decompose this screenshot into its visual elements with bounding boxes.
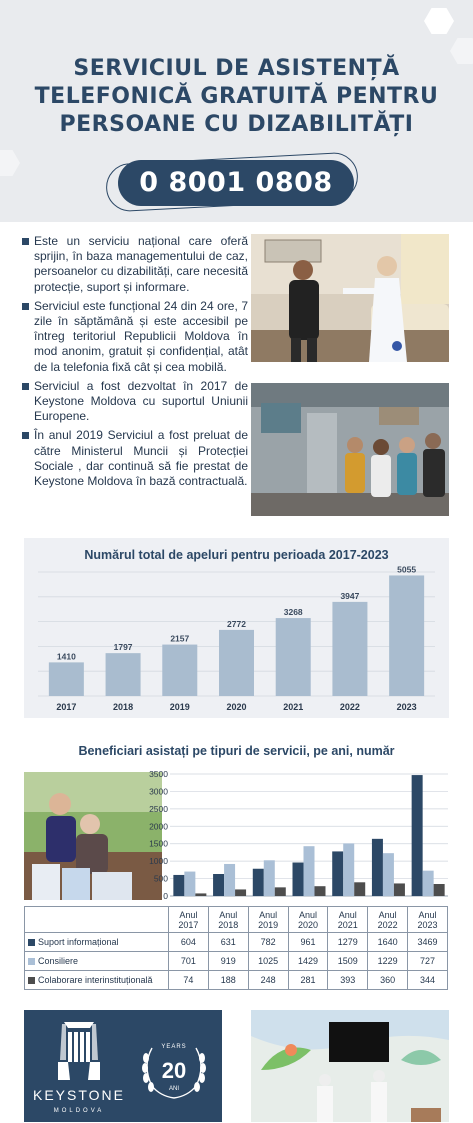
- header-banner: [0, 0, 473, 222]
- logo-text: KEYSTONE: [33, 1087, 125, 1103]
- bullet-text: Serviciul este funcțional 24 din 24 ore, 7 zile în săptămână și este accesibil pe întreg teritoriul Republicii Moldova în mod anonim, gratuit și confidențial, atât de la telefonia fixă cât și cea mobilă.: [34, 298, 248, 374]
- row-label: [25, 933, 169, 952]
- data-label: 5055: [397, 564, 417, 575]
- beneficiaries-bar-chart: [170, 766, 460, 906]
- data-label: 3268: [283, 607, 303, 618]
- table-header-cell: [248, 907, 288, 933]
- table-cell: 727: [408, 952, 448, 971]
- keystone-logo-panel: [24, 1010, 222, 1122]
- bar: [213, 874, 224, 896]
- table-header-cell: [208, 907, 248, 933]
- bullet-square-icon: [22, 238, 29, 245]
- y-tick-label: 0: [163, 891, 168, 901]
- year-header: Anul 2018: [218, 909, 239, 930]
- legend-square-icon: [28, 977, 35, 984]
- legend-square-icon: [28, 958, 35, 965]
- x-tick-label: 2020: [226, 702, 247, 712]
- bar: [423, 871, 434, 896]
- table-header-cell: [328, 907, 368, 933]
- table-header-row: [25, 907, 448, 933]
- year-header: Anul 2021: [337, 909, 358, 930]
- row-label: [25, 952, 169, 971]
- table-header-cell: [288, 907, 328, 933]
- photo-group-visit: [251, 383, 449, 516]
- bullet-square-icon: [22, 303, 29, 310]
- table-header-cell: [408, 907, 448, 933]
- info-bullets: [22, 234, 248, 493]
- bullet-text: Serviciul a fost dezvoltat în 2017 de Keystone Moldova cu suportul Uniunii Europene.: [34, 378, 248, 424]
- table-cell: 782: [248, 933, 288, 952]
- bar: [343, 843, 354, 896]
- bar: [383, 853, 394, 896]
- bar: [389, 575, 424, 696]
- bar: [224, 864, 235, 896]
- x-tick-label: 2019: [169, 702, 190, 712]
- bar: [219, 630, 254, 696]
- logo-subtext: MOLDOVA: [53, 1108, 105, 1114]
- photo-tv-installation: [251, 1010, 449, 1122]
- legend-square-icon: [28, 939, 35, 946]
- table-cell: 281: [288, 971, 328, 990]
- badge-ani-text: ANI: [168, 1086, 180, 1092]
- table-cell: 393: [328, 971, 368, 990]
- x-tick-label: 2018: [113, 702, 134, 712]
- beneficiaries-table: [24, 906, 448, 990]
- bullet-text: Este un serviciu național care oferă sprijin, în baza managementului de caz, persoanelor cu dizabilități, care necesită protecție, suport și informare.: [34, 234, 248, 294]
- bar: [434, 884, 445, 896]
- chart-title: Beneficiari asistați pe tipuri de servicii, pe ani, număr: [78, 744, 395, 758]
- row-label: [25, 971, 169, 990]
- x-tick-label: 2021: [283, 702, 304, 712]
- series-name: Colaborare interinstituțională: [38, 975, 153, 985]
- y-tick-label: 2000: [149, 821, 168, 832]
- table-row: [25, 933, 448, 952]
- table-cell: 701: [169, 952, 209, 971]
- x-tick-label: 2022: [339, 702, 360, 712]
- bar: [195, 893, 206, 896]
- bullet-item: [22, 428, 248, 489]
- table-row: [25, 971, 448, 990]
- bar: [173, 875, 184, 896]
- hexagon-decoration: [450, 38, 473, 64]
- title-line-2: TELEFONICĂ GRATUITĂ PENTRU: [34, 84, 439, 109]
- table-cell: 961: [288, 933, 328, 952]
- data-label: 1797: [113, 642, 133, 653]
- bar: [49, 662, 84, 696]
- table-row: [25, 952, 448, 971]
- hexagon-decoration: [424, 8, 454, 34]
- data-label: 2772: [227, 618, 246, 629]
- bullet-text: În anul 2019 Serviciul a fost preluat de către Ministerul Muncii și Protecției Sociale , dar continuă să fie prestat de Keystone Moldova în bază contractuală.: [34, 428, 248, 489]
- title-line-1: SERVICIUL DE ASISTENȚĂ: [73, 56, 400, 81]
- table-cell: 3469: [408, 933, 448, 952]
- bar: [354, 882, 365, 896]
- y-tick-label: 3500: [149, 769, 168, 779]
- year-header: Anul 2019: [258, 909, 279, 930]
- y-tick-label: 1000: [149, 856, 168, 867]
- bullet-item: [22, 299, 248, 375]
- bar: [162, 645, 197, 696]
- table-cell: 1229: [368, 952, 408, 971]
- series-name: Consiliere: [38, 956, 79, 966]
- bar: [275, 887, 286, 896]
- table-cell: 188: [208, 971, 248, 990]
- x-tick-label: 2023: [396, 702, 417, 712]
- bullet-square-icon: [22, 432, 29, 439]
- y-tick-label: 500: [153, 873, 168, 884]
- calls-bar-chart: [24, 538, 449, 718]
- y-tick-label: 3000: [149, 786, 168, 797]
- x-tick-label: 2017: [56, 702, 77, 712]
- bar: [412, 775, 423, 896]
- bar: [304, 846, 315, 896]
- photo-temperature-check: [251, 234, 449, 362]
- bar: [332, 851, 343, 896]
- table-cell: 631: [208, 933, 248, 952]
- y-tick-label: 1500: [149, 838, 168, 849]
- table-corner: [25, 907, 169, 933]
- bar: [372, 839, 383, 896]
- table-header-cell: [169, 907, 209, 933]
- table-cell: 1640: [368, 933, 408, 952]
- table-cell: 1279: [328, 933, 368, 952]
- hexagon-decoration: [0, 150, 20, 176]
- table-cell: 1509: [328, 952, 368, 971]
- page-title: [20, 55, 453, 139]
- bar: [264, 860, 275, 896]
- badge-years-text: YEARS: [161, 1044, 187, 1050]
- year-header: Anul 2023: [417, 909, 438, 930]
- bar: [253, 869, 264, 896]
- badge-number: 20: [161, 1058, 187, 1083]
- phone-number: 0 8001 0808: [118, 160, 354, 206]
- bar: [315, 886, 326, 896]
- table-cell: 74: [169, 971, 209, 990]
- year-header: Anul 2017: [178, 909, 199, 930]
- y-tick-label: 2500: [149, 803, 168, 814]
- year-header: Anul 2022: [377, 909, 398, 930]
- chart-title: Numărul total de apeluri pentru perioada 2017-2023: [84, 548, 389, 562]
- bullet-item: [22, 234, 248, 295]
- bar: [332, 602, 367, 696]
- data-label: 1410: [56, 651, 76, 662]
- year-header: Anul 2020: [297, 909, 318, 930]
- bar: [394, 883, 405, 896]
- bar: [293, 863, 304, 896]
- bar: [276, 618, 311, 696]
- data-label: 2157: [170, 633, 190, 644]
- series-name: Suport informațional: [38, 937, 119, 947]
- keystone-logo-icon: [24, 1010, 222, 1122]
- beneficiaries-y-axis: [134, 766, 170, 906]
- table-cell: 1429: [288, 952, 328, 971]
- bar: [106, 653, 141, 696]
- table-cell: 248: [248, 971, 288, 990]
- table-header-cell: [368, 907, 408, 933]
- table-cell: 604: [169, 933, 209, 952]
- bar: [235, 889, 246, 896]
- table-cell: 344: [408, 971, 448, 990]
- table-cell: 1025: [248, 952, 288, 971]
- bar: [184, 872, 195, 896]
- calls-chart-plot: [24, 538, 449, 718]
- bullet-item: [22, 379, 248, 425]
- title-line-3: PERSOANE CU DIZABILITĂȚI: [59, 112, 414, 137]
- table-cell: 360: [368, 971, 408, 990]
- table-cell: 919: [208, 952, 248, 971]
- data-label: 3947: [340, 590, 360, 601]
- bullet-square-icon: [22, 383, 29, 390]
